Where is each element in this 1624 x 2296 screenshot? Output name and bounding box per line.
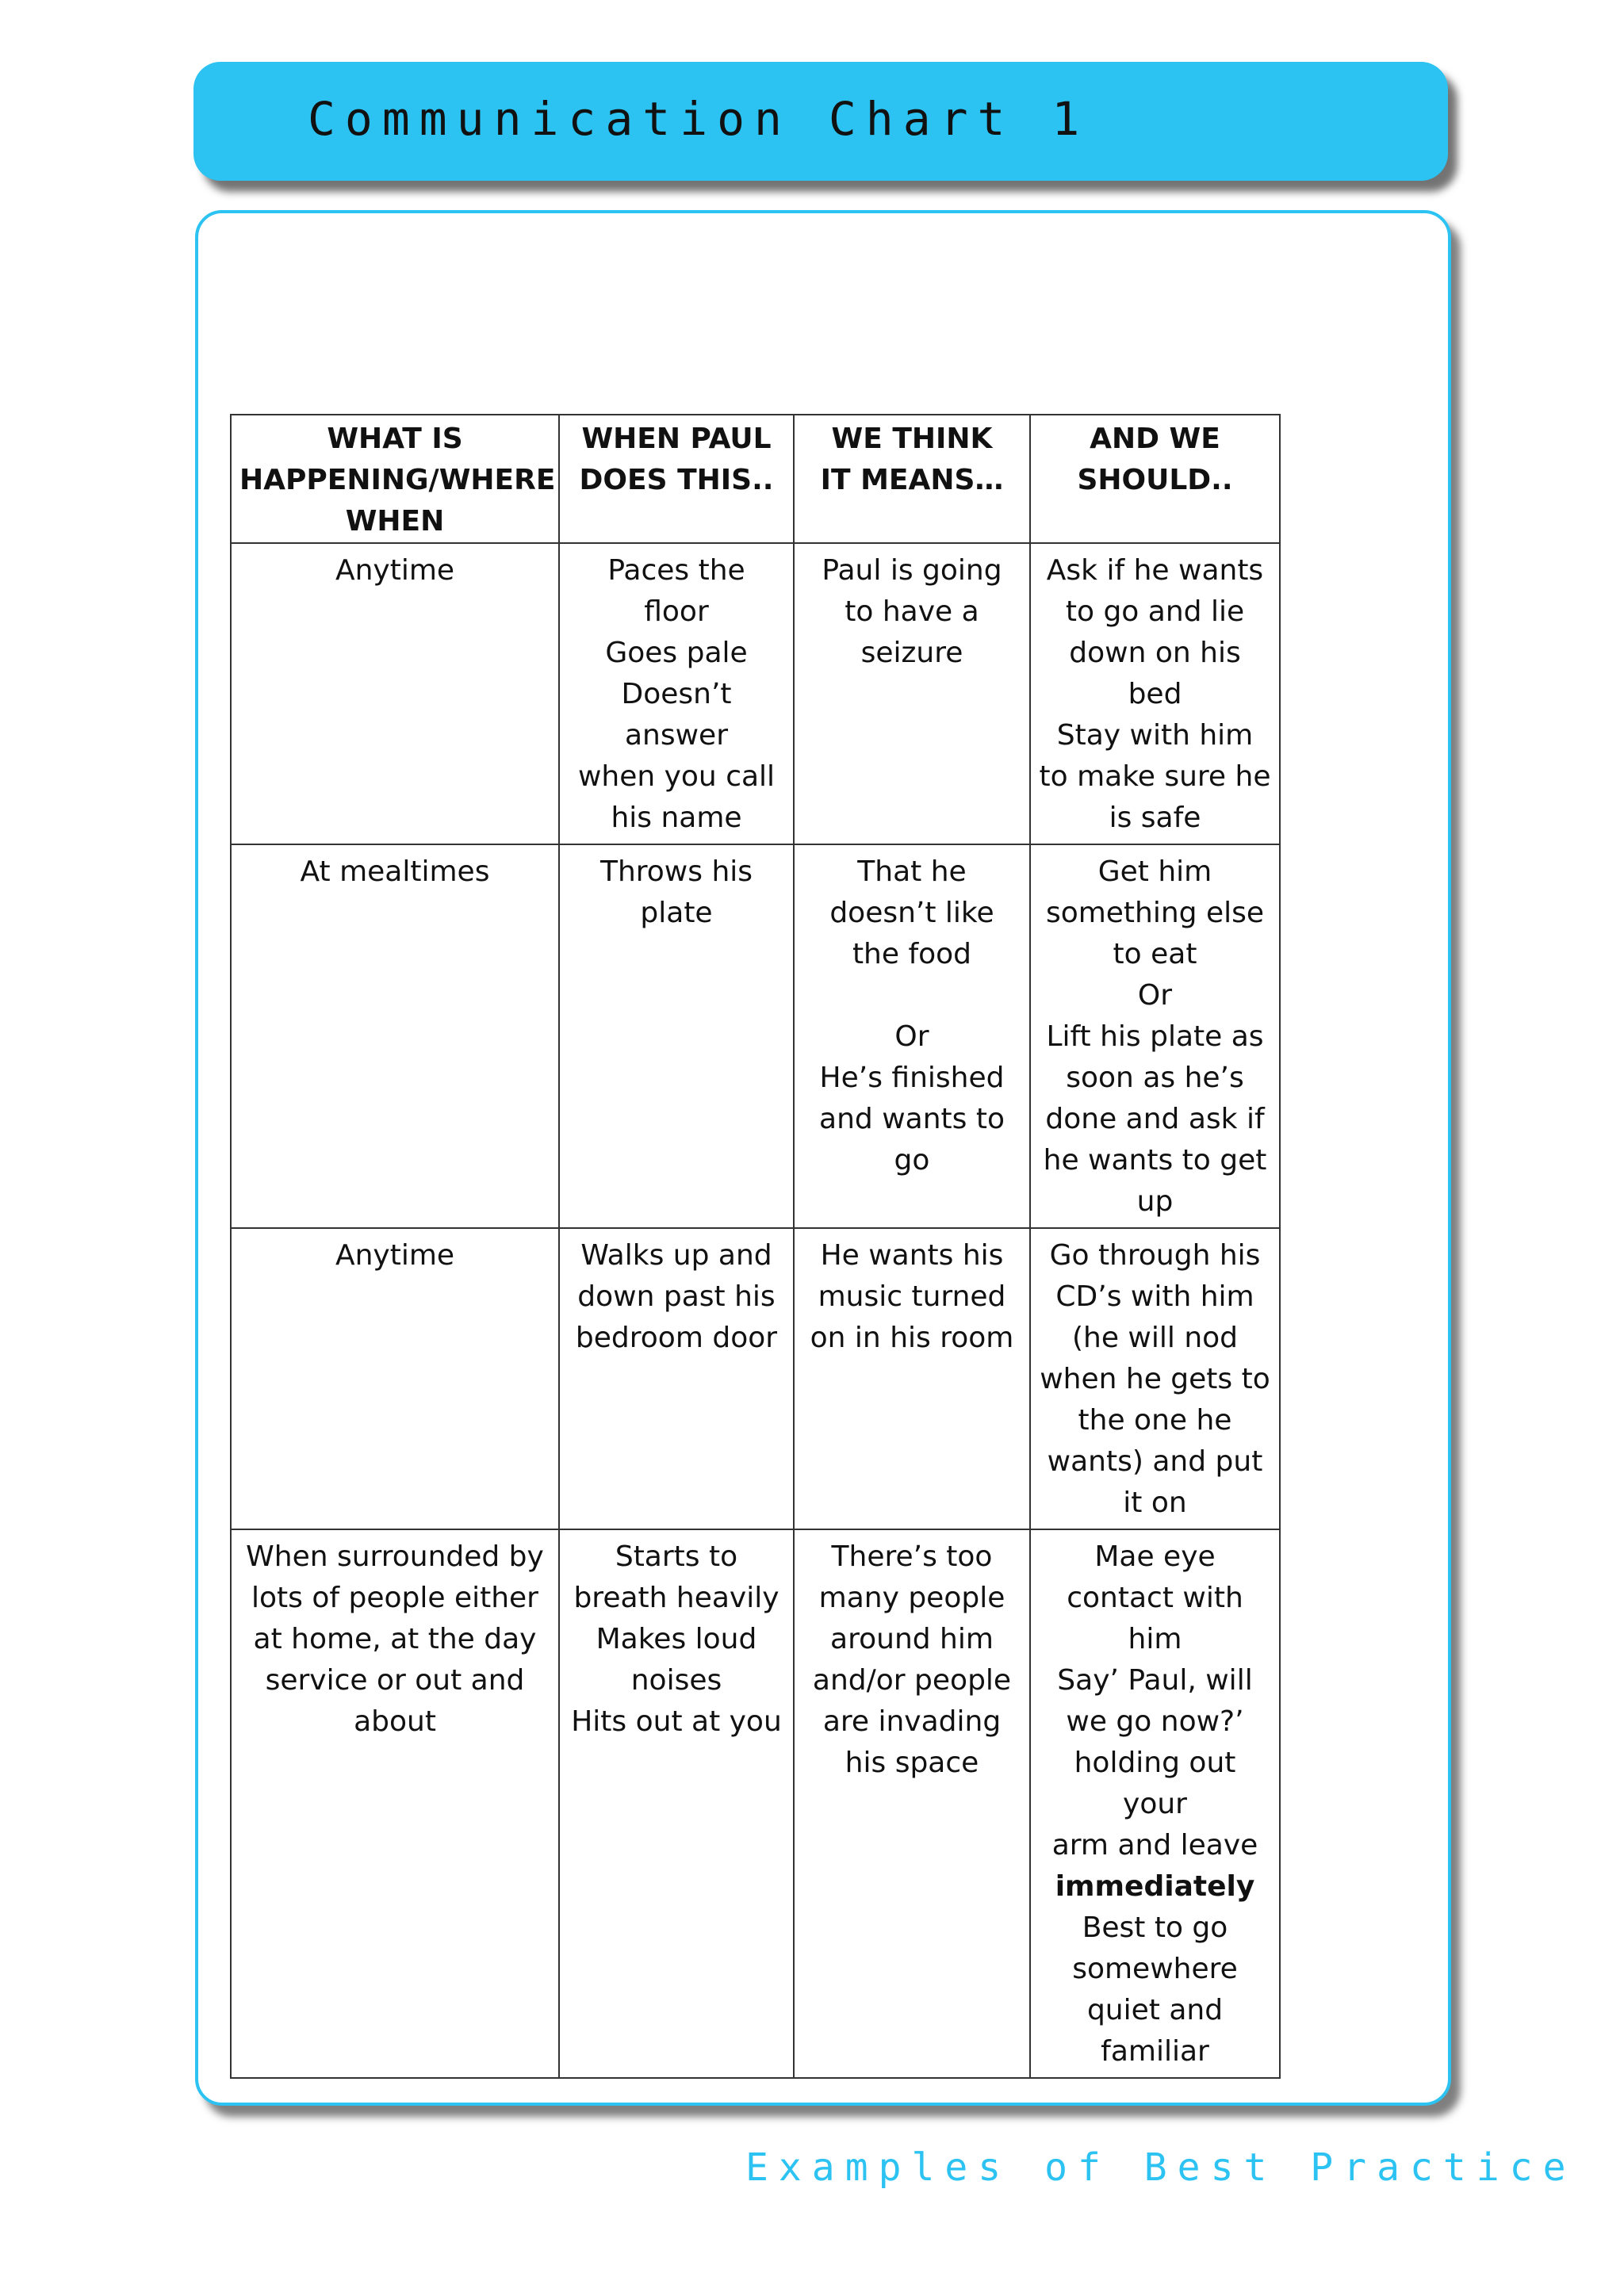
- cell-line: to have a: [845, 595, 979, 628]
- cell-line: Hits out at you: [571, 1705, 782, 1738]
- cell-line: go: [894, 1144, 930, 1177]
- table-row: [231, 1228, 1280, 1529]
- cell-line: around him: [830, 1623, 994, 1655]
- cell-line: service or out and: [265, 1664, 525, 1697]
- cell-line: He’s finished: [819, 1062, 1005, 1094]
- cell-line: Walks up and: [580, 1239, 772, 1272]
- cell-line: [802, 975, 1021, 1016]
- cell-line: plate: [640, 897, 713, 929]
- cell-line: Makes loud: [596, 1623, 757, 1655]
- cell-line: DOES THIS..: [579, 464, 774, 496]
- cell-line: on in his room: [810, 1322, 1014, 1354]
- cell-line: Or: [1137, 979, 1173, 1012]
- table-cell: [1030, 543, 1280, 844]
- cell-line: When surrounded by: [246, 1540, 544, 1573]
- cell-line: Mae eye: [1094, 1540, 1216, 1573]
- cell-line: HAPPENING/WHERE: [239, 464, 556, 496]
- table-cell: [794, 1529, 1030, 2078]
- cell-line: music turned: [818, 1280, 1006, 1313]
- cell-line: WHAT IS: [327, 423, 463, 455]
- table-row: [231, 1529, 1280, 2078]
- header-cell: [1030, 415, 1280, 543]
- cell-line: WHEN PAUL: [581, 423, 772, 455]
- cell-line: up: [1136, 1185, 1174, 1218]
- cell-line: something else: [1045, 897, 1265, 929]
- header-cell: [231, 415, 559, 543]
- cell-line: He wants his: [820, 1239, 1004, 1272]
- table-cell: [231, 543, 559, 844]
- cell-line: are invading: [822, 1705, 1002, 1738]
- cell-line: floor: [644, 595, 709, 628]
- cell-line: down past his: [577, 1280, 776, 1313]
- cell-line: Goes pale: [605, 637, 748, 669]
- cell-line: SHOULD..: [1077, 464, 1233, 496]
- cell-line: That he: [857, 855, 967, 888]
- cell-line: when you call: [577, 760, 776, 793]
- cell-line: At mealtimes: [300, 855, 490, 888]
- cell-line: is safe: [1109, 802, 1201, 834]
- cell-line: it on: [1123, 1487, 1187, 1519]
- cell-line: Or: [894, 1020, 929, 1053]
- cell-line: Anytime: [335, 1239, 455, 1272]
- header-cell: [559, 415, 794, 543]
- cell-line: seizure: [860, 637, 963, 669]
- cell-line: WE THINK: [831, 423, 993, 455]
- cell-line: the one he: [1078, 1404, 1232, 1437]
- cell-line: holding out your: [1074, 1747, 1236, 1820]
- cell-line: AND WE: [1090, 423, 1220, 455]
- table-cell: [559, 543, 794, 844]
- table-row: [231, 844, 1280, 1228]
- cell-line: Best to go: [1082, 1911, 1228, 1944]
- cell-line: to make sure he: [1039, 760, 1271, 793]
- table-cell: [794, 1228, 1030, 1529]
- table-cell: [559, 844, 794, 1228]
- cell-line: Paul is going: [822, 554, 1002, 587]
- table-cell: [231, 844, 559, 1228]
- cell-line: Doesn’t answer: [621, 678, 732, 752]
- table-cell: [231, 1228, 559, 1529]
- cell-line: somewhere: [1072, 1953, 1238, 1985]
- cell-line: the food: [852, 938, 972, 970]
- cell-line: There’s too: [831, 1540, 993, 1573]
- cell-line: breath heavily: [573, 1582, 779, 1614]
- cell-line: about: [354, 1705, 436, 1738]
- cell-line: and wants to: [819, 1103, 1005, 1135]
- cell-line: to go and lie: [1065, 595, 1245, 628]
- table-header-row: [231, 415, 1280, 543]
- cell-line: Lift his plate as: [1046, 1020, 1264, 1053]
- cell-line: Say’ Paul, will: [1057, 1664, 1253, 1697]
- cell-line: familiar: [1101, 2035, 1209, 2068]
- table-row: [231, 543, 1280, 844]
- table-cell: [231, 1529, 559, 2078]
- cell-line: Anytime: [335, 554, 455, 587]
- footer-text: Examples of Best Practice: [745, 2145, 1576, 2190]
- table-cell: [1030, 1529, 1280, 2078]
- cell-line: many people: [818, 1582, 1005, 1614]
- cell-line: IT MEANS…: [820, 464, 1004, 496]
- cell-line: contact with: [1067, 1582, 1243, 1614]
- cell-line: wants) and put: [1047, 1445, 1263, 1478]
- cell-line: we go now?’: [1066, 1705, 1244, 1738]
- cell-line: to eat: [1113, 938, 1197, 970]
- cell-line: WHEN: [345, 505, 445, 538]
- communication-table: [230, 414, 1281, 2079]
- cell-line: his space: [845, 1747, 979, 1779]
- cell-line: Paces the: [607, 554, 745, 587]
- cell-line: Ask if he wants: [1046, 554, 1264, 587]
- cell-line: and/or people: [812, 1664, 1012, 1697]
- table-cell: [559, 1228, 794, 1529]
- cell-line: at home, at the day: [253, 1623, 537, 1655]
- cell-line: Get him: [1097, 855, 1212, 888]
- table-cell: [1030, 1228, 1280, 1529]
- cell-line: immediately: [1055, 1870, 1255, 1903]
- cell-line: lots of people either: [251, 1582, 538, 1614]
- cell-line: bedroom door: [575, 1322, 778, 1354]
- cell-line: CD’s with him: [1055, 1280, 1254, 1313]
- cell-line: arm and leave: [1051, 1829, 1258, 1862]
- cell-line: (he will nod: [1071, 1322, 1239, 1354]
- cell-line: Go through his: [1049, 1239, 1261, 1272]
- table-cell: [794, 844, 1030, 1228]
- cell-line: doesn’t like: [829, 897, 994, 929]
- table-cell: [559, 1529, 794, 2078]
- cell-line: his name: [611, 802, 742, 834]
- cell-line: Throws his: [599, 855, 753, 888]
- header-cell: [794, 415, 1030, 543]
- cell-line: Stay with him: [1056, 719, 1254, 752]
- cell-line: soon as he’s: [1066, 1062, 1244, 1094]
- cell-line: done and ask if: [1045, 1103, 1265, 1135]
- cell-line: noises: [630, 1664, 722, 1697]
- cell-line: down on his bed: [1069, 637, 1241, 710]
- cell-line: quiet and: [1086, 1994, 1224, 2026]
- cell-line: him: [1128, 1623, 1182, 1655]
- cell-line: when he gets to: [1040, 1363, 1270, 1395]
- cell-line: Starts to: [615, 1540, 738, 1573]
- cell-line: he wants to get: [1043, 1144, 1267, 1177]
- table-cell: [1030, 844, 1280, 1228]
- title-bar: [193, 62, 1448, 181]
- page-title: Communication Chart 1: [308, 92, 1090, 146]
- table-cell: [794, 543, 1030, 844]
